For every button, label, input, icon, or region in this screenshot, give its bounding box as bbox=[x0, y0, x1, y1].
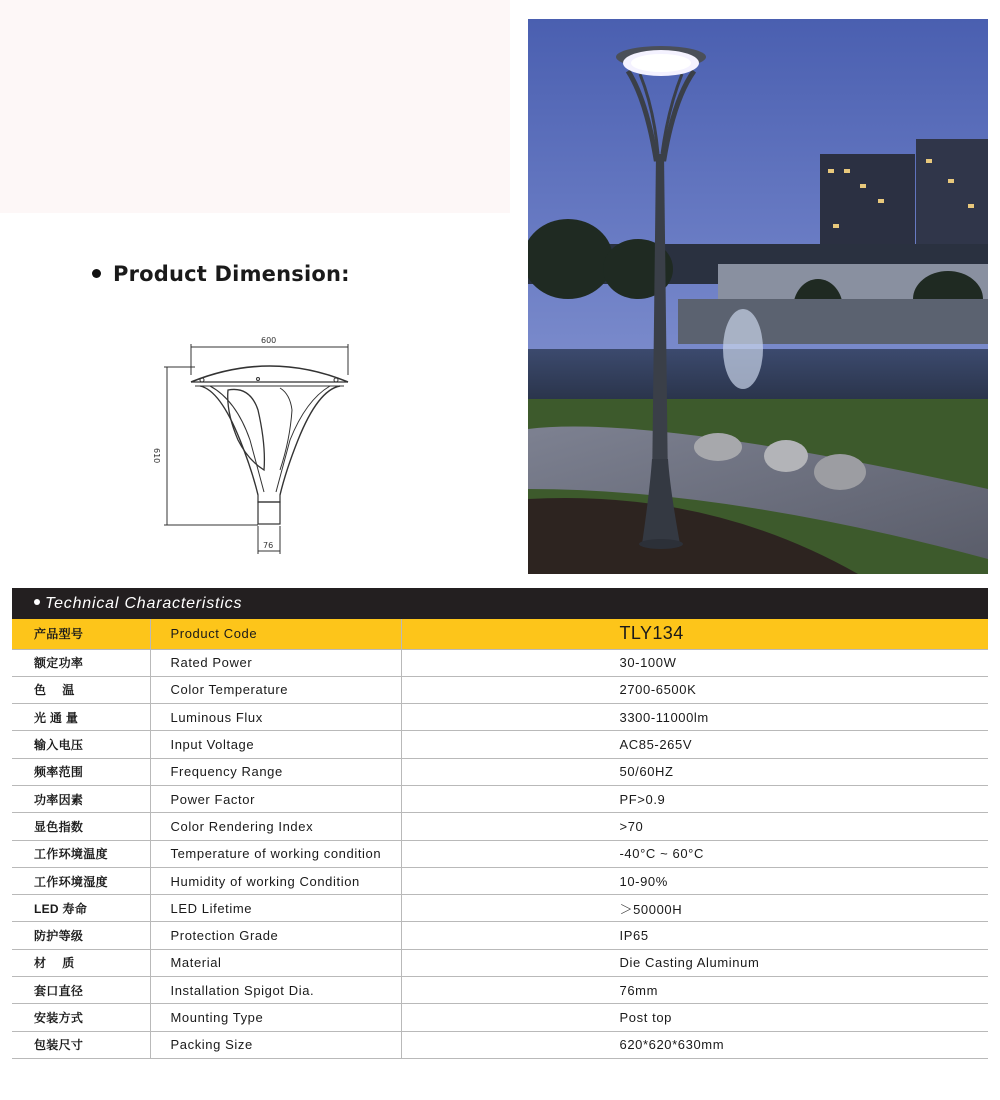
table-row bbox=[12, 785, 988, 812]
table-row bbox=[12, 619, 988, 649]
table-row bbox=[12, 704, 988, 731]
spigot-label: 76 bbox=[263, 541, 274, 550]
table-row bbox=[12, 649, 988, 676]
row-label-zh: 工作环境温度 bbox=[12, 840, 150, 867]
row-label-en: Color Rendering Index bbox=[150, 813, 401, 840]
row-label-en: Rated Power bbox=[150, 649, 401, 676]
row-label-en: Frequency Range bbox=[150, 758, 401, 785]
table-row bbox=[12, 1004, 988, 1031]
technical-title-wrap bbox=[34, 595, 242, 613]
row-label-zh: 安装方式 bbox=[12, 1004, 150, 1031]
row-label-zh: 额定功率 bbox=[12, 649, 150, 676]
lamp-cap-outline bbox=[191, 366, 348, 382]
spigot-outline bbox=[258, 502, 280, 524]
table-row bbox=[12, 1031, 988, 1058]
row-label-en: Material bbox=[150, 949, 401, 976]
row-label-zh: 套口直径 bbox=[12, 977, 150, 1004]
row-label-zh: 工作环境湿度 bbox=[12, 867, 150, 894]
row-label-zh: 产品型号 bbox=[12, 619, 150, 649]
table-row bbox=[12, 731, 988, 758]
row-value: Post top bbox=[401, 1004, 988, 1031]
technical-title: Technical Characteristics bbox=[45, 595, 243, 612]
row-value: 3300-11000lm bbox=[401, 704, 988, 731]
table-row bbox=[12, 813, 988, 840]
bullet-icon bbox=[34, 599, 40, 605]
top-left-panel bbox=[0, 0, 510, 213]
table-row bbox=[12, 949, 988, 976]
row-label-zh: 频率范围 bbox=[12, 758, 150, 785]
row-label-en: LED Lifetime bbox=[150, 895, 401, 922]
bullet-icon bbox=[92, 269, 101, 278]
row-value: AC85-265V bbox=[401, 731, 988, 758]
table-row bbox=[12, 922, 988, 949]
table-row bbox=[12, 895, 988, 922]
row-value: 2700-6500K bbox=[401, 676, 988, 703]
park-lamp-photo bbox=[528, 19, 988, 574]
table-row bbox=[12, 676, 988, 703]
row-value: 50/60HZ bbox=[401, 758, 988, 785]
row-label-en: Color Temperature bbox=[150, 676, 401, 703]
row-value: 620*620*630mm bbox=[401, 1031, 988, 1058]
row-value: 30-100W bbox=[401, 649, 988, 676]
dimension-drawing bbox=[140, 330, 370, 562]
row-label-en: Power Factor bbox=[150, 785, 401, 812]
row-label-en: Protection Grade bbox=[150, 922, 401, 949]
row-value: >70 bbox=[401, 813, 988, 840]
row-label-en: Temperature of working condition bbox=[150, 840, 401, 867]
row-label-en: Humidity of working Condition bbox=[150, 867, 401, 894]
row-value: IP65 bbox=[401, 922, 988, 949]
row-label-en: Packing Size bbox=[150, 1031, 401, 1058]
row-label-en: Installation Spigot Dia. bbox=[150, 977, 401, 1004]
row-label-zh: 功率因素 bbox=[12, 785, 150, 812]
table-row bbox=[12, 840, 988, 867]
row-value: ＞50000H bbox=[401, 895, 988, 922]
row-label-zh: 色 温 bbox=[12, 676, 150, 703]
row-value: 10-90% bbox=[401, 867, 988, 894]
table-row bbox=[12, 867, 988, 894]
row-value: 76mm bbox=[401, 977, 988, 1004]
spec-table bbox=[12, 619, 988, 1059]
row-label-en: Product Code bbox=[150, 619, 401, 649]
row-label-en: Input Voltage bbox=[150, 731, 401, 758]
row-value: -40°C ~ 60°C bbox=[401, 840, 988, 867]
row-value: Die Casting Aluminum bbox=[401, 949, 988, 976]
row-label-en: Luminous Flux bbox=[150, 704, 401, 731]
table-row bbox=[12, 977, 988, 1004]
row-label-zh: 防护等级 bbox=[12, 922, 150, 949]
technical-characteristics-header bbox=[12, 588, 988, 619]
row-label-zh: 显色指数 bbox=[12, 813, 150, 840]
row-label-zh: 输入电压 bbox=[12, 731, 150, 758]
product-dimension-label: Product Dimension: bbox=[113, 262, 350, 286]
product-dimension-heading bbox=[92, 262, 350, 286]
row-value: PF>0.9 bbox=[401, 785, 988, 812]
row-label-zh: 包装尺寸 bbox=[12, 1031, 150, 1058]
table-row bbox=[12, 758, 988, 785]
height-label: 610 bbox=[152, 448, 161, 464]
row-label-zh: LED 寿命 bbox=[12, 895, 150, 922]
row-value: TLY134 bbox=[401, 619, 988, 649]
row-label-zh: 光 通 量 bbox=[12, 704, 150, 731]
row-label-zh: 材 质 bbox=[12, 949, 150, 976]
width-label: 600 bbox=[261, 336, 277, 345]
row-label-en: Mounting Type bbox=[150, 1004, 401, 1031]
